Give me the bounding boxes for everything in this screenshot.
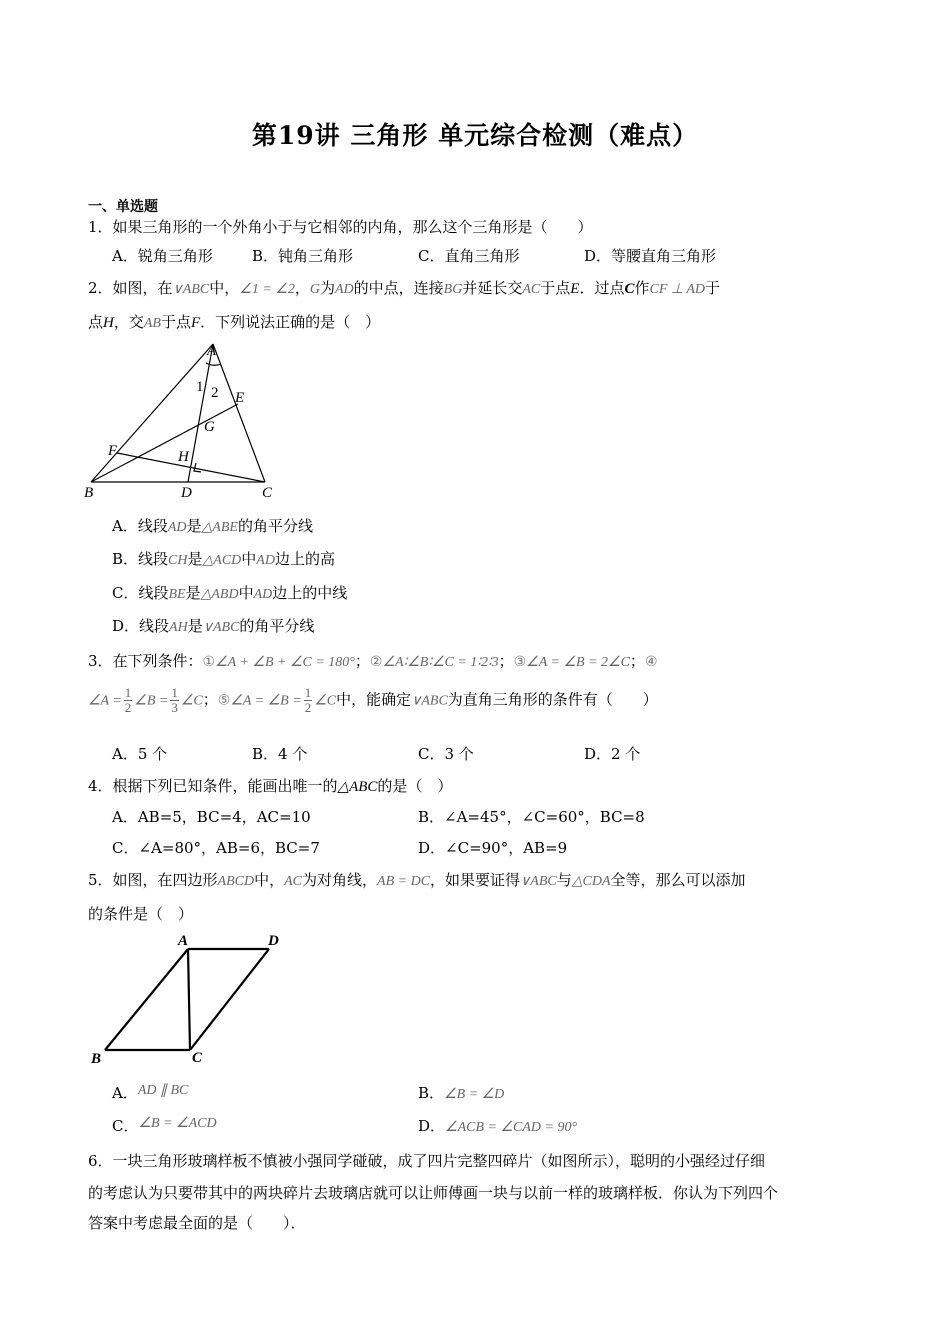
- q3-math-triangle: ∨ABC: [411, 693, 448, 709]
- q2-opt-math: AD: [167, 520, 187, 535]
- q5-label-c: C: [192, 1050, 203, 1066]
- q3-circle-4: ④: [644, 654, 658, 670]
- section-heading: 一、单选题: [88, 199, 158, 215]
- q3-fraction-half: [124, 686, 133, 715]
- q2-text: 并延长交: [462, 279, 523, 297]
- q3-frac-den: 3: [171, 700, 178, 715]
- q2-math-g: G: [309, 282, 320, 297]
- q3-cond-1: ∠A + ∠B + ∠C = 180°: [215, 655, 355, 670]
- q2-opt-text: B．线段: [112, 550, 169, 568]
- q2-opt-text: 中: [238, 584, 254, 602]
- q2-point-c: C: [624, 281, 635, 297]
- q2-opt-math: BE: [168, 587, 186, 602]
- q2-right-angle-mark: [194, 463, 201, 472]
- q2-point-f: F: [191, 315, 201, 331]
- q2-label-e: E: [235, 390, 245, 406]
- q4-option-d: D．∠C=90°，AB=9: [418, 839, 568, 857]
- q2-text: 点: [88, 313, 104, 331]
- q2-text: ．过点: [579, 279, 625, 297]
- q5-label-b: B: [91, 1051, 102, 1067]
- q2-text: 作: [634, 279, 650, 297]
- q4-option-a: A．AB=5，BC=4，AC=10: [112, 808, 311, 826]
- q3-stem-line1: [88, 650, 658, 671]
- q2-opt-math: △ABD: [200, 587, 239, 602]
- q2-triangle-figure: [82, 336, 282, 502]
- q5-text: 中，: [254, 871, 285, 889]
- q2-opt-math: △ACD: [202, 553, 242, 568]
- q5-math: AC: [284, 874, 303, 889]
- q5-stem-line2: 的条件是（ ）: [88, 905, 194, 923]
- q5-math: ∨ABC: [520, 874, 557, 889]
- q5-quadrilateral-figure: [86, 928, 286, 1068]
- q5-math: AB = DC: [377, 874, 431, 889]
- q3-fraction-half-2: [304, 686, 313, 715]
- q2-opt-text: 的角平分线: [237, 517, 313, 535]
- q2-text: 中，: [209, 279, 240, 297]
- q2-text: 于: [704, 279, 720, 297]
- q2-opt-text: 边上的高: [274, 550, 335, 568]
- q2-point-h: H: [103, 315, 114, 331]
- q5-label-d: D: [268, 933, 279, 949]
- q5-opt-math: AD ∥ BC: [137, 1083, 189, 1098]
- q5-segment-ba: [105, 949, 188, 1050]
- q2-segment-cf: [117, 453, 265, 482]
- q6-stem-line2: 的考虑认为只要带其中的两块碎片去玻璃店就可以让师傅画一块与以前一样的玻璃样板．你认为下列四个: [88, 1184, 779, 1202]
- q3-text: 中，能确定: [336, 690, 412, 709]
- q3-text: 3．在下列条件：: [88, 652, 203, 670]
- q2-option-d: [112, 615, 314, 636]
- q2-stem-line1: [88, 277, 720, 298]
- q2-opt-text: 是: [187, 617, 203, 635]
- q3-stem-line2: [88, 686, 658, 715]
- q1-option-c: C．直角三角形: [418, 247, 520, 265]
- q5-segment-dc: [190, 949, 269, 1050]
- q6-stem-line3: 答案中考虑最全面的是（ ）．: [88, 1214, 306, 1232]
- q5-text: 5．如图，在四边形: [88, 871, 218, 889]
- q3-math: ∠B =: [134, 693, 169, 709]
- q2-opt-text: 是: [187, 550, 203, 568]
- q3-circle-2: ②: [369, 654, 383, 670]
- q2-opt-math: △ABE: [201, 520, 238, 535]
- q5-text: ，如果要证得: [430, 871, 521, 889]
- q2-label-d: D: [181, 485, 192, 501]
- q3-option-b: B．4 个: [252, 745, 308, 763]
- q5-text: 为对角线，: [302, 871, 378, 889]
- q3-frac-den: 2: [304, 700, 312, 715]
- q2-text: 的中点，连接: [353, 279, 444, 297]
- q2-label-g: G: [204, 419, 215, 435]
- q5-label-a: A: [178, 933, 189, 949]
- q3-frac-den: 2: [124, 700, 132, 715]
- q2-math-triangle: ∨ABC: [172, 282, 210, 297]
- q2-label-h: H: [178, 449, 189, 465]
- q4-text: 的是（ ）: [377, 777, 453, 795]
- q5-option-a: [112, 1082, 188, 1103]
- q2-opt-math: ∨ABC: [202, 620, 240, 635]
- q2-text: 于点: [540, 279, 571, 297]
- q2-opt-math: AD: [256, 553, 275, 568]
- q5-option-b: [418, 1082, 504, 1103]
- q3-circle-1: ①: [202, 654, 216, 670]
- q2-option-c: [112, 582, 347, 603]
- q2-math-ab: AB: [143, 316, 161, 331]
- q2-label-c: C: [262, 485, 273, 501]
- q2-opt-text: A．线段: [112, 517, 168, 535]
- q3-frac-num: 1: [171, 685, 178, 700]
- q2-segment-ab: [91, 344, 213, 482]
- q5-stem-line1: [88, 869, 746, 890]
- q5-opt-label: C．: [112, 1117, 139, 1135]
- q2-opt-text: D．线段: [112, 617, 170, 635]
- q3-math: ∠C: [314, 693, 337, 709]
- q5-option-c: [112, 1115, 217, 1136]
- q1-stem: 1．如果三角形的一个外角小于与它相邻的内角，那么这个三角形是（ ）: [88, 218, 593, 236]
- q3-math: ∠A = ∠B =: [230, 693, 302, 709]
- q2-label-2: 2: [211, 385, 219, 401]
- q2-opt-text: 中: [241, 550, 257, 568]
- q3-math: ∠A =: [88, 693, 122, 709]
- q3-math: ∠C: [180, 693, 203, 709]
- q5-text: 全等，那么可以添加: [610, 871, 746, 889]
- q2-math-perp: CF ⊥ AD: [649, 282, 705, 297]
- q5-math: △CDA: [571, 874, 611, 889]
- q3-circle-5: ⑤: [217, 692, 231, 709]
- q2-text: 为: [319, 279, 335, 297]
- q5-opt-label: B．: [418, 1084, 445, 1102]
- q2-text: 于点: [160, 313, 191, 331]
- q6-stem-line1: 6．一块三角形玻璃样板不慎被小强同学碰破，成了四片完整四碎片（如图所示），聪明的小强经过仔细: [88, 1152, 766, 1170]
- q2-angle-arc: [206, 363, 221, 365]
- q3-text: ；: [629, 652, 645, 670]
- page-title: 第19讲 三角形 单元综合检测（难点）: [251, 121, 699, 150]
- q2-math-ad: AD: [334, 282, 354, 297]
- q2-opt-text: 边上的中线: [272, 584, 348, 602]
- q2-math-angles: ∠1 = ∠2: [239, 282, 295, 297]
- q3-text: ；: [354, 652, 370, 670]
- q3-fraction-third: [170, 686, 179, 715]
- q4-text: 4．根据下列已知条件，能画出唯一的: [88, 777, 338, 795]
- q2-label-b: B: [84, 485, 94, 501]
- q2-text: 2．如图，在: [88, 279, 173, 297]
- q3-text: ；: [498, 652, 514, 670]
- q3-frac-num: 1: [304, 685, 312, 700]
- q4-option-c: C．∠A=80°，AB=6，BC=7: [112, 839, 320, 857]
- q2-label-f: F: [108, 443, 118, 459]
- q5-option-d: [418, 1115, 577, 1136]
- q1-option-b: B．钝角三角形: [252, 247, 354, 265]
- q3-text: ；: [202, 690, 218, 709]
- q2-opt-math: AD: [253, 587, 273, 602]
- q2-text: ．下列说法正确的是（ ）: [200, 313, 381, 331]
- q2-opt-math: CH: [168, 553, 188, 568]
- q4-math-triangle: △ABC: [337, 779, 378, 795]
- q3-circle-3: ③: [513, 654, 527, 670]
- q5-diagonal-ac: [188, 949, 190, 1050]
- q2-opt-text: 是: [185, 584, 201, 602]
- q1-option-d: D．等腰直角三角形: [584, 247, 717, 265]
- q2-math-bg: BG: [443, 282, 463, 297]
- q5-opt-math: ∠B = ∠D: [444, 1087, 505, 1102]
- q3-text: 为直角三角形的条件有（ ）: [447, 690, 658, 709]
- q2-label-1: 1: [196, 379, 204, 395]
- q4-stem: [88, 775, 452, 796]
- q2-opt-text: 的角平分线: [239, 617, 315, 635]
- q2-stem-line2: [88, 311, 380, 332]
- q3-frac-num: 1: [124, 685, 132, 700]
- q2-opt-text: C．线段: [112, 584, 169, 602]
- q5-opt-label: A．: [112, 1084, 138, 1102]
- q3-cond-2: ∠A∶∠B∶∠C = 1∶2∶3: [382, 655, 499, 670]
- q3-option-c: C．3 个: [418, 745, 474, 763]
- q2-point-e: E: [570, 281, 580, 297]
- q5-opt-math: ∠ACB = ∠CAD = 90°: [445, 1120, 578, 1135]
- q4-option-b: B．∠A=45°，∠C=60°，BC=8: [418, 808, 645, 826]
- q2-option-a: [112, 515, 313, 536]
- q2-option-b: [112, 548, 335, 569]
- q5-opt-label: D．: [418, 1117, 446, 1135]
- q3-option-a: A．5 个: [112, 745, 168, 763]
- q2-text: ，交: [113, 313, 144, 331]
- q2-opt-math: AH: [169, 620, 188, 635]
- q2-opt-text: 是: [186, 517, 202, 535]
- q1-option-a: A．锐角三角形: [112, 247, 213, 265]
- q2-label-a: A: [207, 343, 217, 359]
- q3-cond-3: ∠A = ∠B = 2∠C: [526, 655, 630, 670]
- q2-text: ，: [294, 279, 310, 297]
- q5-math: ABCD: [217, 874, 255, 889]
- q5-opt-math: ∠B = ∠ACD: [138, 1116, 217, 1131]
- q5-text: 与: [556, 871, 572, 889]
- q2-math-ac: AC: [522, 282, 541, 297]
- q3-option-d: D．2 个: [584, 745, 641, 763]
